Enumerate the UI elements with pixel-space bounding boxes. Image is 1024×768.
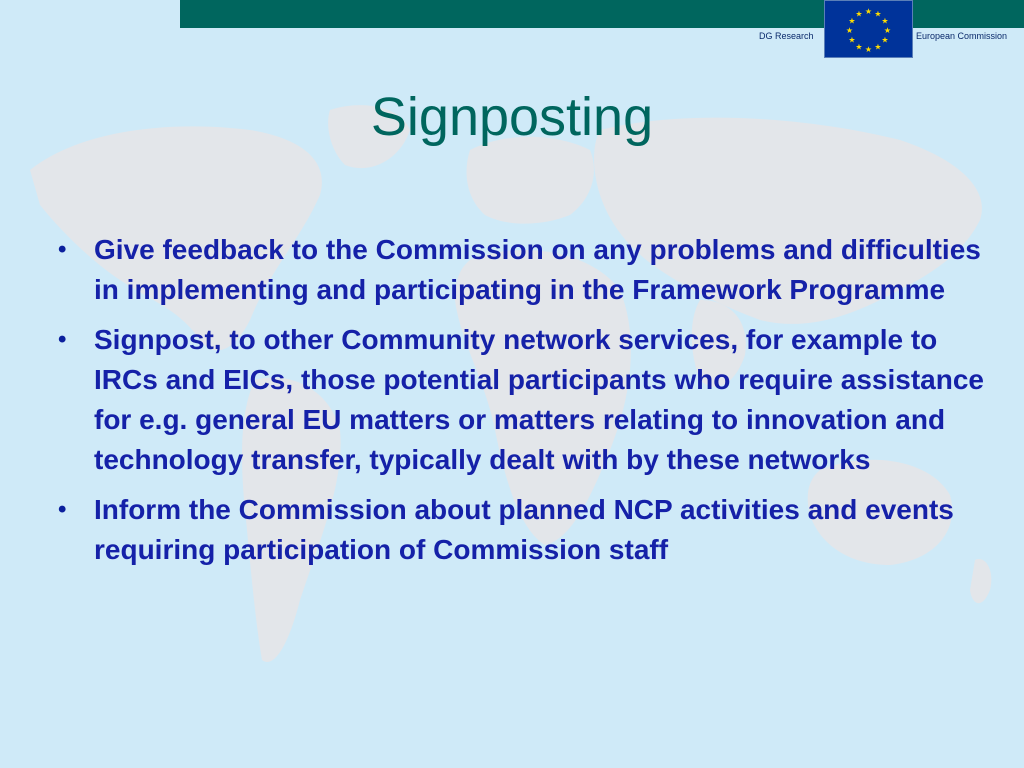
svg-text:★: ★ (855, 9, 863, 19)
svg-text:★: ★ (874, 9, 882, 19)
slide-title: Signposting (370, 87, 654, 147)
svg-text:★: ★ (848, 35, 856, 45)
bullet-list (56, 230, 991, 580)
svg-text:★: ★ (845, 26, 854, 35)
bullet-text: Inform the Commission about planned NCP activities and events requiring participation of Commission staff (94, 494, 954, 565)
eu-flag-icon (824, 0, 913, 58)
bullet-text: Give feedback to the Commission on any problems and difficulties in implementing and participating in the Framework Programme (94, 234, 981, 305)
svg-text:★: ★ (855, 42, 863, 52)
bullet-item (56, 230, 991, 310)
dg-research-label: DG Research (759, 31, 814, 41)
svg-text:★: ★ (881, 16, 889, 26)
bullet-icon: • (58, 326, 67, 353)
map-europe (466, 137, 593, 224)
european-commission-label: European Commission (916, 31, 1008, 41)
svg-text:★: ★ (848, 16, 856, 26)
bullet-item (56, 490, 991, 570)
bullet-item (56, 320, 991, 480)
svg-text:★: ★ (864, 7, 873, 16)
svg-text:★: ★ (864, 45, 873, 54)
bullet-icon: • (58, 236, 67, 263)
svg-text:★: ★ (874, 42, 882, 52)
eu-stars-icon (825, 1, 912, 57)
bullet-text: Signpost, to other Community network services, for example to IRCs and EICs, those potential participants who require assistance for e.g. general EU matters or matters relating to innovation and technology transfer, typically dealt with by these networks (94, 324, 984, 475)
svg-text:★: ★ (883, 26, 892, 35)
svg-text:★: ★ (881, 35, 889, 45)
bullet-icon: • (58, 496, 67, 523)
